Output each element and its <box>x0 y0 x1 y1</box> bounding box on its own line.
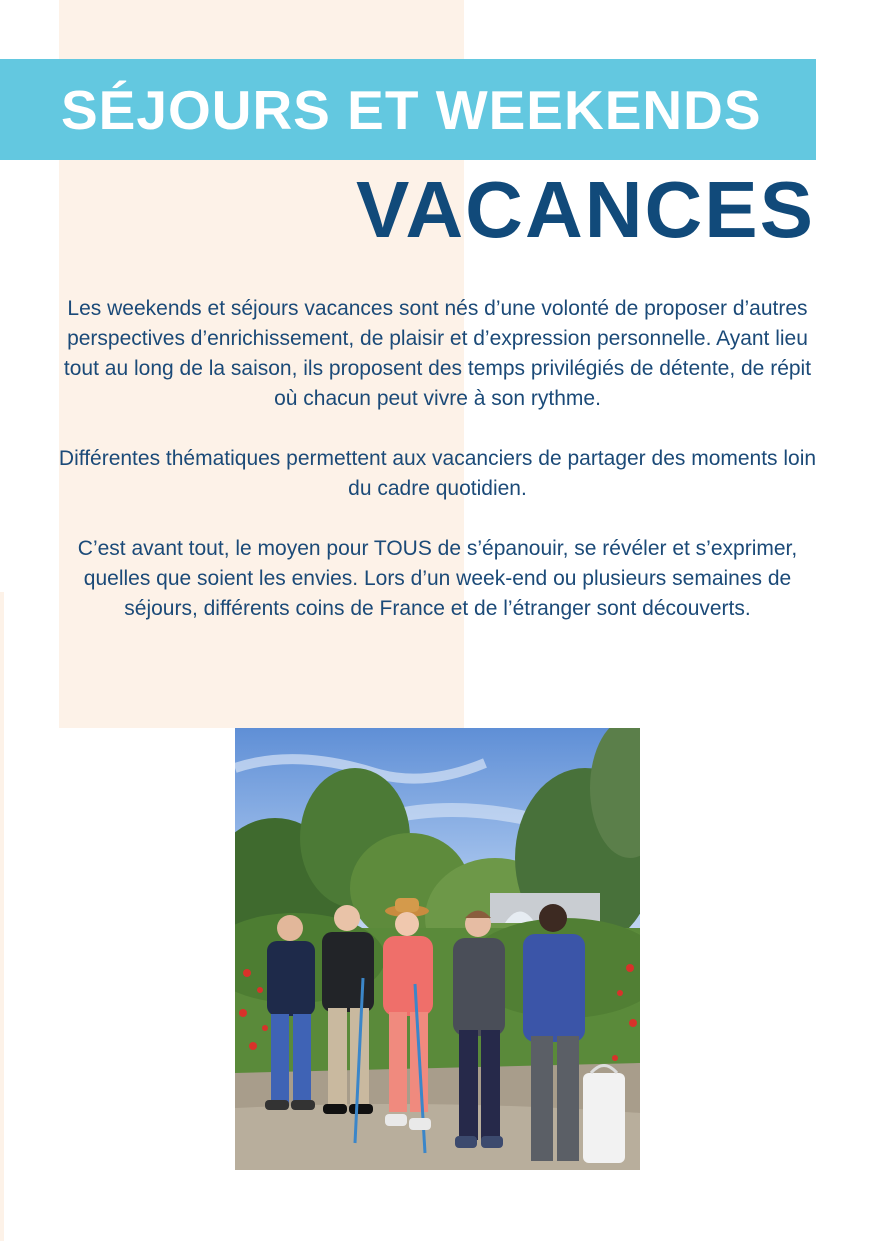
paragraph-discovery: C’est avant tout, le moyen pour TOUS de s’épanouir, se révéler et s’exprimer, quelles que soient les envies. Lors d’un week-end ou plusieurs semaines de séjours, différents coins de France et de l’étranger sont découverts. <box>77 537 798 620</box>
group-hiking-photo <box>235 728 640 1170</box>
left-edge-strip <box>0 592 4 1241</box>
paragraph-themes: Différentes thématiques permettent aux vacanciers de partager des moments loin du cadre quotidien. <box>58 447 817 500</box>
banner-title: SÉJOURS ET WEEKENDS <box>61 79 762 141</box>
body-text <box>52 294 823 654</box>
page-title: VACANCES <box>355 165 815 254</box>
paragraph-intro: Les weekends et séjours vacances sont nés d’une volonté de proposer d’autres perspectives d’enrichissement, de plaisir et d’expression personnelle. Ayant lieu tout au long de la saison, ils proposent des temps privilégiés de détente, de répit où chacun peut vivre à son rythme. <box>63 297 812 410</box>
